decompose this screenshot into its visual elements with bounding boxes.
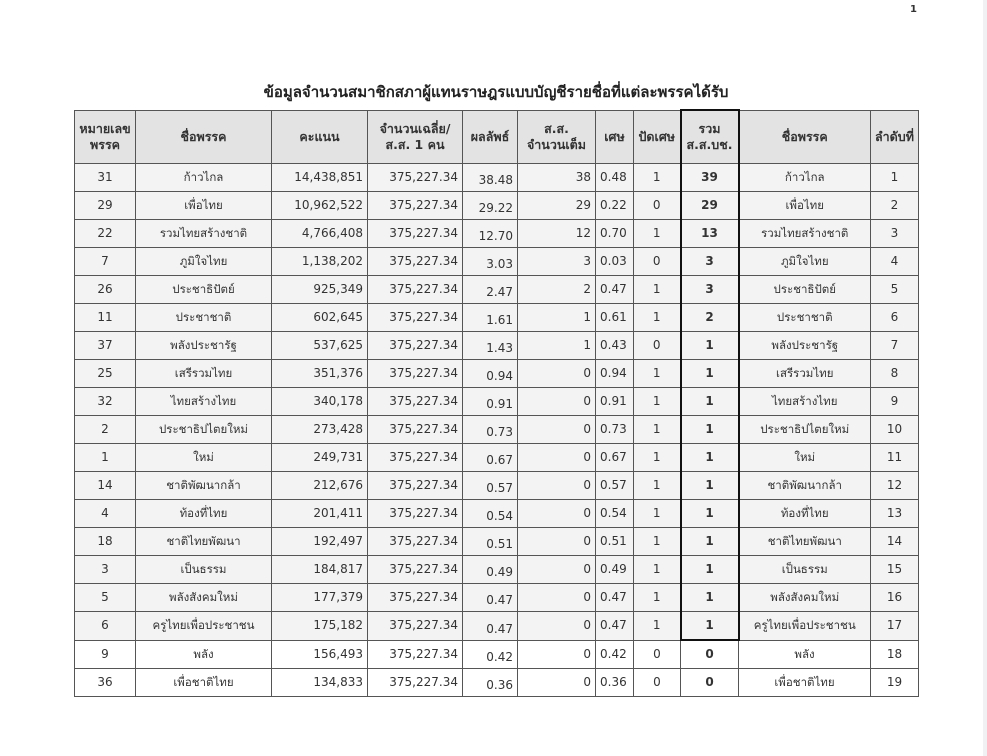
cell-party-name-2: ไทยสร้างไทย [739, 388, 871, 416]
cell-quotient: 38.48 [463, 164, 518, 192]
cell-party-number: 11 [75, 304, 136, 332]
header-text: ส.ส. 1 คน [385, 136, 445, 152]
cell-party-name: เพื่อไทย [136, 192, 272, 220]
cell-party-number: 6 [75, 612, 136, 641]
cell-average: 375,227.34 [368, 360, 463, 388]
cell-rounded: 1 [634, 416, 681, 444]
cell-average: 375,227.34 [368, 472, 463, 500]
cell-rank: 15 [871, 556, 919, 584]
cell-rounded: 1 [634, 444, 681, 472]
cell-total-seats: 0 [681, 640, 739, 669]
cell-remainder: 0.42 [596, 640, 634, 669]
table-row [75, 360, 919, 388]
cell-party-number: 14 [75, 472, 136, 500]
cell-rank: 13 [871, 500, 919, 528]
cell-rounded: 1 [634, 164, 681, 192]
cell-average: 375,227.34 [368, 612, 463, 641]
cell-party-name: เป็นธรรม [136, 556, 272, 584]
cell-party-name: ใหม่ [136, 444, 272, 472]
cell-total-seats: 29 [681, 192, 739, 220]
cell-total-seats: 1 [681, 416, 739, 444]
cell-full-seats: 2 [518, 276, 596, 304]
cell-average: 375,227.34 [368, 416, 463, 444]
header-average [368, 110, 463, 164]
cell-quotient: 0.94 [463, 360, 518, 388]
cell-party-number: 26 [75, 276, 136, 304]
cell-total-seats: 13 [681, 220, 739, 248]
cell-rounded: 0 [634, 332, 681, 360]
cell-full-seats: 0 [518, 388, 596, 416]
page-number: 1 [910, 4, 917, 15]
cell-rank: 1 [871, 164, 919, 192]
table-row [75, 528, 919, 556]
cell-votes: 184,817 [272, 556, 368, 584]
cell-rank: 3 [871, 220, 919, 248]
cell-total-seats: 39 [681, 164, 739, 192]
cell-rank: 8 [871, 360, 919, 388]
document-title: ข้อมูลจำนวนสมาชิกสภาผู้แทนราษฎรแบบบัญชีรายชื่อที่แต่ละพรรคได้รับ [263, 83, 729, 101]
cell-party-number: 37 [75, 332, 136, 360]
cell-full-seats: 0 [518, 360, 596, 388]
cell-total-seats: 3 [681, 276, 739, 304]
cell-party-name: ประชาธิปไตยใหม่ [136, 416, 272, 444]
cell-rounded: 0 [634, 192, 681, 220]
cell-rounded: 1 [634, 528, 681, 556]
table-row [75, 500, 919, 528]
cell-full-seats: 0 [518, 472, 596, 500]
cell-party-name-2: รวมไทยสร้างชาติ [739, 220, 871, 248]
cell-party-name-2: พลังประชารัฐ [739, 332, 871, 360]
cell-quotient: 0.67 [463, 444, 518, 472]
cell-rank: 11 [871, 444, 919, 472]
table-row [75, 472, 919, 500]
cell-remainder: 0.73 [596, 416, 634, 444]
cell-average: 375,227.34 [368, 640, 463, 669]
cell-total-seats: 3 [681, 248, 739, 276]
cell-total-seats: 1 [681, 556, 739, 584]
header-votes: คะแนน [272, 110, 368, 164]
table-row [75, 556, 919, 584]
cell-remainder: 0.61 [596, 304, 634, 332]
cell-full-seats: 0 [518, 528, 596, 556]
cell-votes: 177,379 [272, 584, 368, 612]
cell-total-seats: 1 [681, 472, 739, 500]
cell-party-name: ชาติไทยพัฒนา [136, 528, 272, 556]
cell-full-seats: 38 [518, 164, 596, 192]
cell-votes: 273,428 [272, 416, 368, 444]
cell-rounded: 0 [634, 248, 681, 276]
table-row [75, 669, 919, 697]
header-rank: ลำดับที่ [871, 110, 919, 164]
cell-remainder: 0.94 [596, 360, 634, 388]
cell-full-seats: 1 [518, 332, 596, 360]
cell-total-seats: 2 [681, 304, 739, 332]
cell-full-seats: 12 [518, 220, 596, 248]
cell-average: 375,227.34 [368, 304, 463, 332]
cell-rank: 17 [871, 612, 919, 641]
cell-party-name-2: เพื่อไทย [739, 192, 871, 220]
cell-quotient: 0.49 [463, 556, 518, 584]
cell-party-name: พลัง [136, 640, 272, 669]
cell-party-number: 29 [75, 192, 136, 220]
cell-remainder: 0.67 [596, 444, 634, 472]
cell-party-name-2: ครูไทยเพื่อประชาชน [739, 612, 871, 641]
cell-remainder: 0.22 [596, 192, 634, 220]
cell-party-name-2: ประชาชาติ [739, 304, 871, 332]
cell-total-seats: 1 [681, 528, 739, 556]
cell-rank: 18 [871, 640, 919, 669]
cell-party-number: 2 [75, 416, 136, 444]
cell-rounded: 1 [634, 220, 681, 248]
cell-rank: 12 [871, 472, 919, 500]
cell-rounded: 1 [634, 388, 681, 416]
cell-full-seats: 0 [518, 556, 596, 584]
cell-rank: 4 [871, 248, 919, 276]
cell-full-seats: 0 [518, 584, 596, 612]
cell-total-seats: 1 [681, 332, 739, 360]
table-row [75, 416, 919, 444]
cell-party-name: ไทยสร้างไทย [136, 388, 272, 416]
cell-votes: 201,411 [272, 500, 368, 528]
cell-quotient: 0.54 [463, 500, 518, 528]
cell-party-name: พลังสังคมใหม่ [136, 584, 272, 612]
cell-rounded: 0 [634, 669, 681, 697]
cell-remainder: 0.51 [596, 528, 634, 556]
cell-remainder: 0.91 [596, 388, 634, 416]
cell-average: 375,227.34 [368, 164, 463, 192]
cell-votes: 537,625 [272, 332, 368, 360]
cell-rank: 9 [871, 388, 919, 416]
cell-party-number: 18 [75, 528, 136, 556]
cell-rounded: 1 [634, 360, 681, 388]
table-row [75, 304, 919, 332]
cell-party-name: ชาติพัฒนากล้า [136, 472, 272, 500]
cell-party-name-2: ชาติไทยพัฒนา [739, 528, 871, 556]
cell-rounded: 0 [634, 640, 681, 669]
cell-votes: 134,833 [272, 669, 368, 697]
cell-average: 375,227.34 [368, 584, 463, 612]
cell-rounded: 1 [634, 556, 681, 584]
cell-rank: 10 [871, 416, 919, 444]
cell-full-seats: 0 [518, 612, 596, 641]
cell-party-number: 7 [75, 248, 136, 276]
header-party-name: ชื่อพรรค [136, 110, 272, 164]
cell-party-name-2: ท้องที่ไทย [739, 500, 871, 528]
page-edge [983, 0, 987, 756]
cell-party-number: 31 [75, 164, 136, 192]
cell-remainder: 0.03 [596, 248, 634, 276]
table-row [75, 584, 919, 612]
cell-party-name-2: ประชาธิปัตย์ [739, 276, 871, 304]
cell-quotient: 0.91 [463, 388, 518, 416]
cell-rank: 6 [871, 304, 919, 332]
cell-party-name: ท้องที่ไทย [136, 500, 272, 528]
cell-rank: 14 [871, 528, 919, 556]
cell-party-name: เสรีรวมไทย [136, 360, 272, 388]
cell-remainder: 0.47 [596, 276, 634, 304]
cell-votes: 192,497 [272, 528, 368, 556]
cell-rank: 19 [871, 669, 919, 697]
cell-total-seats: 1 [681, 612, 739, 641]
cell-votes: 351,376 [272, 360, 368, 388]
cell-full-seats: 0 [518, 640, 596, 669]
cell-rounded: 1 [634, 500, 681, 528]
cell-rounded: 1 [634, 612, 681, 641]
table-row [75, 164, 919, 192]
table-row [75, 276, 919, 304]
header-row [75, 110, 919, 164]
cell-full-seats: 29 [518, 192, 596, 220]
cell-total-seats: 1 [681, 500, 739, 528]
cell-average: 375,227.34 [368, 528, 463, 556]
cell-votes: 4,766,408 [272, 220, 368, 248]
cell-rounded: 1 [634, 276, 681, 304]
cell-full-seats: 0 [518, 500, 596, 528]
cell-party-name-2: เสรีรวมไทย [739, 360, 871, 388]
cell-votes: 1,138,202 [272, 248, 368, 276]
cell-party-name-2: ภูมิใจไทย [739, 248, 871, 276]
header-text: จำนวนเต็ม [526, 136, 587, 152]
cell-votes: 10,962,522 [272, 192, 368, 220]
cell-average: 375,227.34 [368, 276, 463, 304]
table-row [75, 220, 919, 248]
cell-total-seats: 1 [681, 444, 739, 472]
cell-quotient: 3.03 [463, 248, 518, 276]
cell-rounded: 1 [634, 304, 681, 332]
cell-rank: 2 [871, 192, 919, 220]
cell-party-number: 1 [75, 444, 136, 472]
cell-rank: 5 [871, 276, 919, 304]
cell-quotient: 0.42 [463, 640, 518, 669]
cell-remainder: 0.36 [596, 669, 634, 697]
header-text: ส.ส. [544, 120, 569, 136]
cell-quotient: 0.47 [463, 612, 518, 641]
cell-total-seats: 1 [681, 388, 739, 416]
cell-rank: 16 [871, 584, 919, 612]
table-row [75, 640, 919, 669]
cell-party-number: 32 [75, 388, 136, 416]
cell-average: 375,227.34 [368, 388, 463, 416]
cell-remainder: 0.48 [596, 164, 634, 192]
header-full-seats [518, 110, 596, 164]
cell-quotient: 29.22 [463, 192, 518, 220]
cell-party-name-2: เป็นธรรม [739, 556, 871, 584]
table-row [75, 332, 919, 360]
header-remainder: เศษ [596, 110, 634, 164]
cell-average: 375,227.34 [368, 500, 463, 528]
cell-party-name-2: พลัง [739, 640, 871, 669]
table-row [75, 192, 919, 220]
cell-remainder: 0.47 [596, 612, 634, 641]
cell-average: 375,227.34 [368, 220, 463, 248]
cell-party-name: ก้าวไกล [136, 164, 272, 192]
cell-average: 375,227.34 [368, 444, 463, 472]
cell-remainder: 0.47 [596, 584, 634, 612]
cell-remainder: 0.49 [596, 556, 634, 584]
cell-remainder: 0.54 [596, 500, 634, 528]
cell-party-name: ประชาธิปัตย์ [136, 276, 272, 304]
cell-full-seats: 0 [518, 416, 596, 444]
cell-party-name-2: เพื่อชาติไทย [739, 669, 871, 697]
cell-quotient: 12.70 [463, 220, 518, 248]
header-text: จำนวนเฉลี่ย/ [379, 120, 451, 136]
cell-party-name-2: พลังสังคมใหม่ [739, 584, 871, 612]
header-text: หมายเลข [79, 120, 131, 136]
cell-average: 375,227.34 [368, 192, 463, 220]
cell-votes: 212,676 [272, 472, 368, 500]
header-quotient: ผลลัพธ์ [463, 110, 518, 164]
cell-total-seats: 1 [681, 584, 739, 612]
cell-votes: 602,645 [272, 304, 368, 332]
cell-average: 375,227.34 [368, 669, 463, 697]
table-body [75, 164, 919, 697]
header-party-number [75, 110, 136, 164]
cell-quotient: 0.51 [463, 528, 518, 556]
cell-average: 375,227.34 [368, 556, 463, 584]
cell-average: 375,227.34 [368, 248, 463, 276]
cell-party-number: 9 [75, 640, 136, 669]
cell-rounded: 1 [634, 584, 681, 612]
cell-party-name: พลังประชารัฐ [136, 332, 272, 360]
cell-full-seats: 1 [518, 304, 596, 332]
cell-party-number: 36 [75, 669, 136, 697]
cell-quotient: 2.47 [463, 276, 518, 304]
cell-party-number: 5 [75, 584, 136, 612]
cell-votes: 14,438,851 [272, 164, 368, 192]
cell-party-name: รวมไทยสร้างชาติ [136, 220, 272, 248]
table-row [75, 388, 919, 416]
cell-votes: 249,731 [272, 444, 368, 472]
cell-quotient: 1.61 [463, 304, 518, 332]
cell-quotient: 0.36 [463, 669, 518, 697]
cell-party-name: ภูมิใจไทย [136, 248, 272, 276]
cell-remainder: 0.57 [596, 472, 634, 500]
cell-quotient: 1.43 [463, 332, 518, 360]
cell-party-number: 4 [75, 500, 136, 528]
cell-full-seats: 3 [518, 248, 596, 276]
cell-votes: 175,182 [272, 612, 368, 641]
cell-party-name-2: ใหม่ [739, 444, 871, 472]
cell-rounded: 1 [634, 472, 681, 500]
cell-party-number: 3 [75, 556, 136, 584]
header-text: ส.ส.บช. [686, 137, 733, 152]
cell-votes: 156,493 [272, 640, 368, 669]
cell-total-seats: 1 [681, 360, 739, 388]
header-total-seats [681, 110, 739, 164]
cell-party-name-2: ก้าวไกล [739, 164, 871, 192]
cell-full-seats: 0 [518, 444, 596, 472]
cell-party-number: 25 [75, 360, 136, 388]
header-text: พรรค [89, 136, 121, 152]
cell-rank: 7 [871, 332, 919, 360]
cell-votes: 925,349 [272, 276, 368, 304]
cell-remainder: 0.43 [596, 332, 634, 360]
cell-remainder: 0.70 [596, 220, 634, 248]
header-party-name-2: ชื่อพรรค [739, 110, 871, 164]
table-row [75, 612, 919, 641]
cell-quotient: 0.57 [463, 472, 518, 500]
cell-quotient: 0.47 [463, 584, 518, 612]
cell-full-seats: 0 [518, 669, 596, 697]
cell-party-name-2: ประชาธิปไตยใหม่ [739, 416, 871, 444]
cell-party-number: 22 [75, 220, 136, 248]
header-rounded: ปัดเศษ [634, 110, 681, 164]
table-row [75, 248, 919, 276]
party-list-seat-table [74, 109, 919, 697]
cell-party-name-2: ชาติพัฒนากล้า [739, 472, 871, 500]
header-text: รวม [698, 121, 721, 136]
table-row [75, 444, 919, 472]
cell-average: 375,227.34 [368, 332, 463, 360]
cell-total-seats: 0 [681, 669, 739, 697]
cell-party-name: ประชาชาติ [136, 304, 272, 332]
cell-party-name: ครูไทยเพื่อประชาชน [136, 612, 272, 641]
cell-party-name: เพื่อชาติไทย [136, 669, 272, 697]
cell-votes: 340,178 [272, 388, 368, 416]
cell-quotient: 0.73 [463, 416, 518, 444]
